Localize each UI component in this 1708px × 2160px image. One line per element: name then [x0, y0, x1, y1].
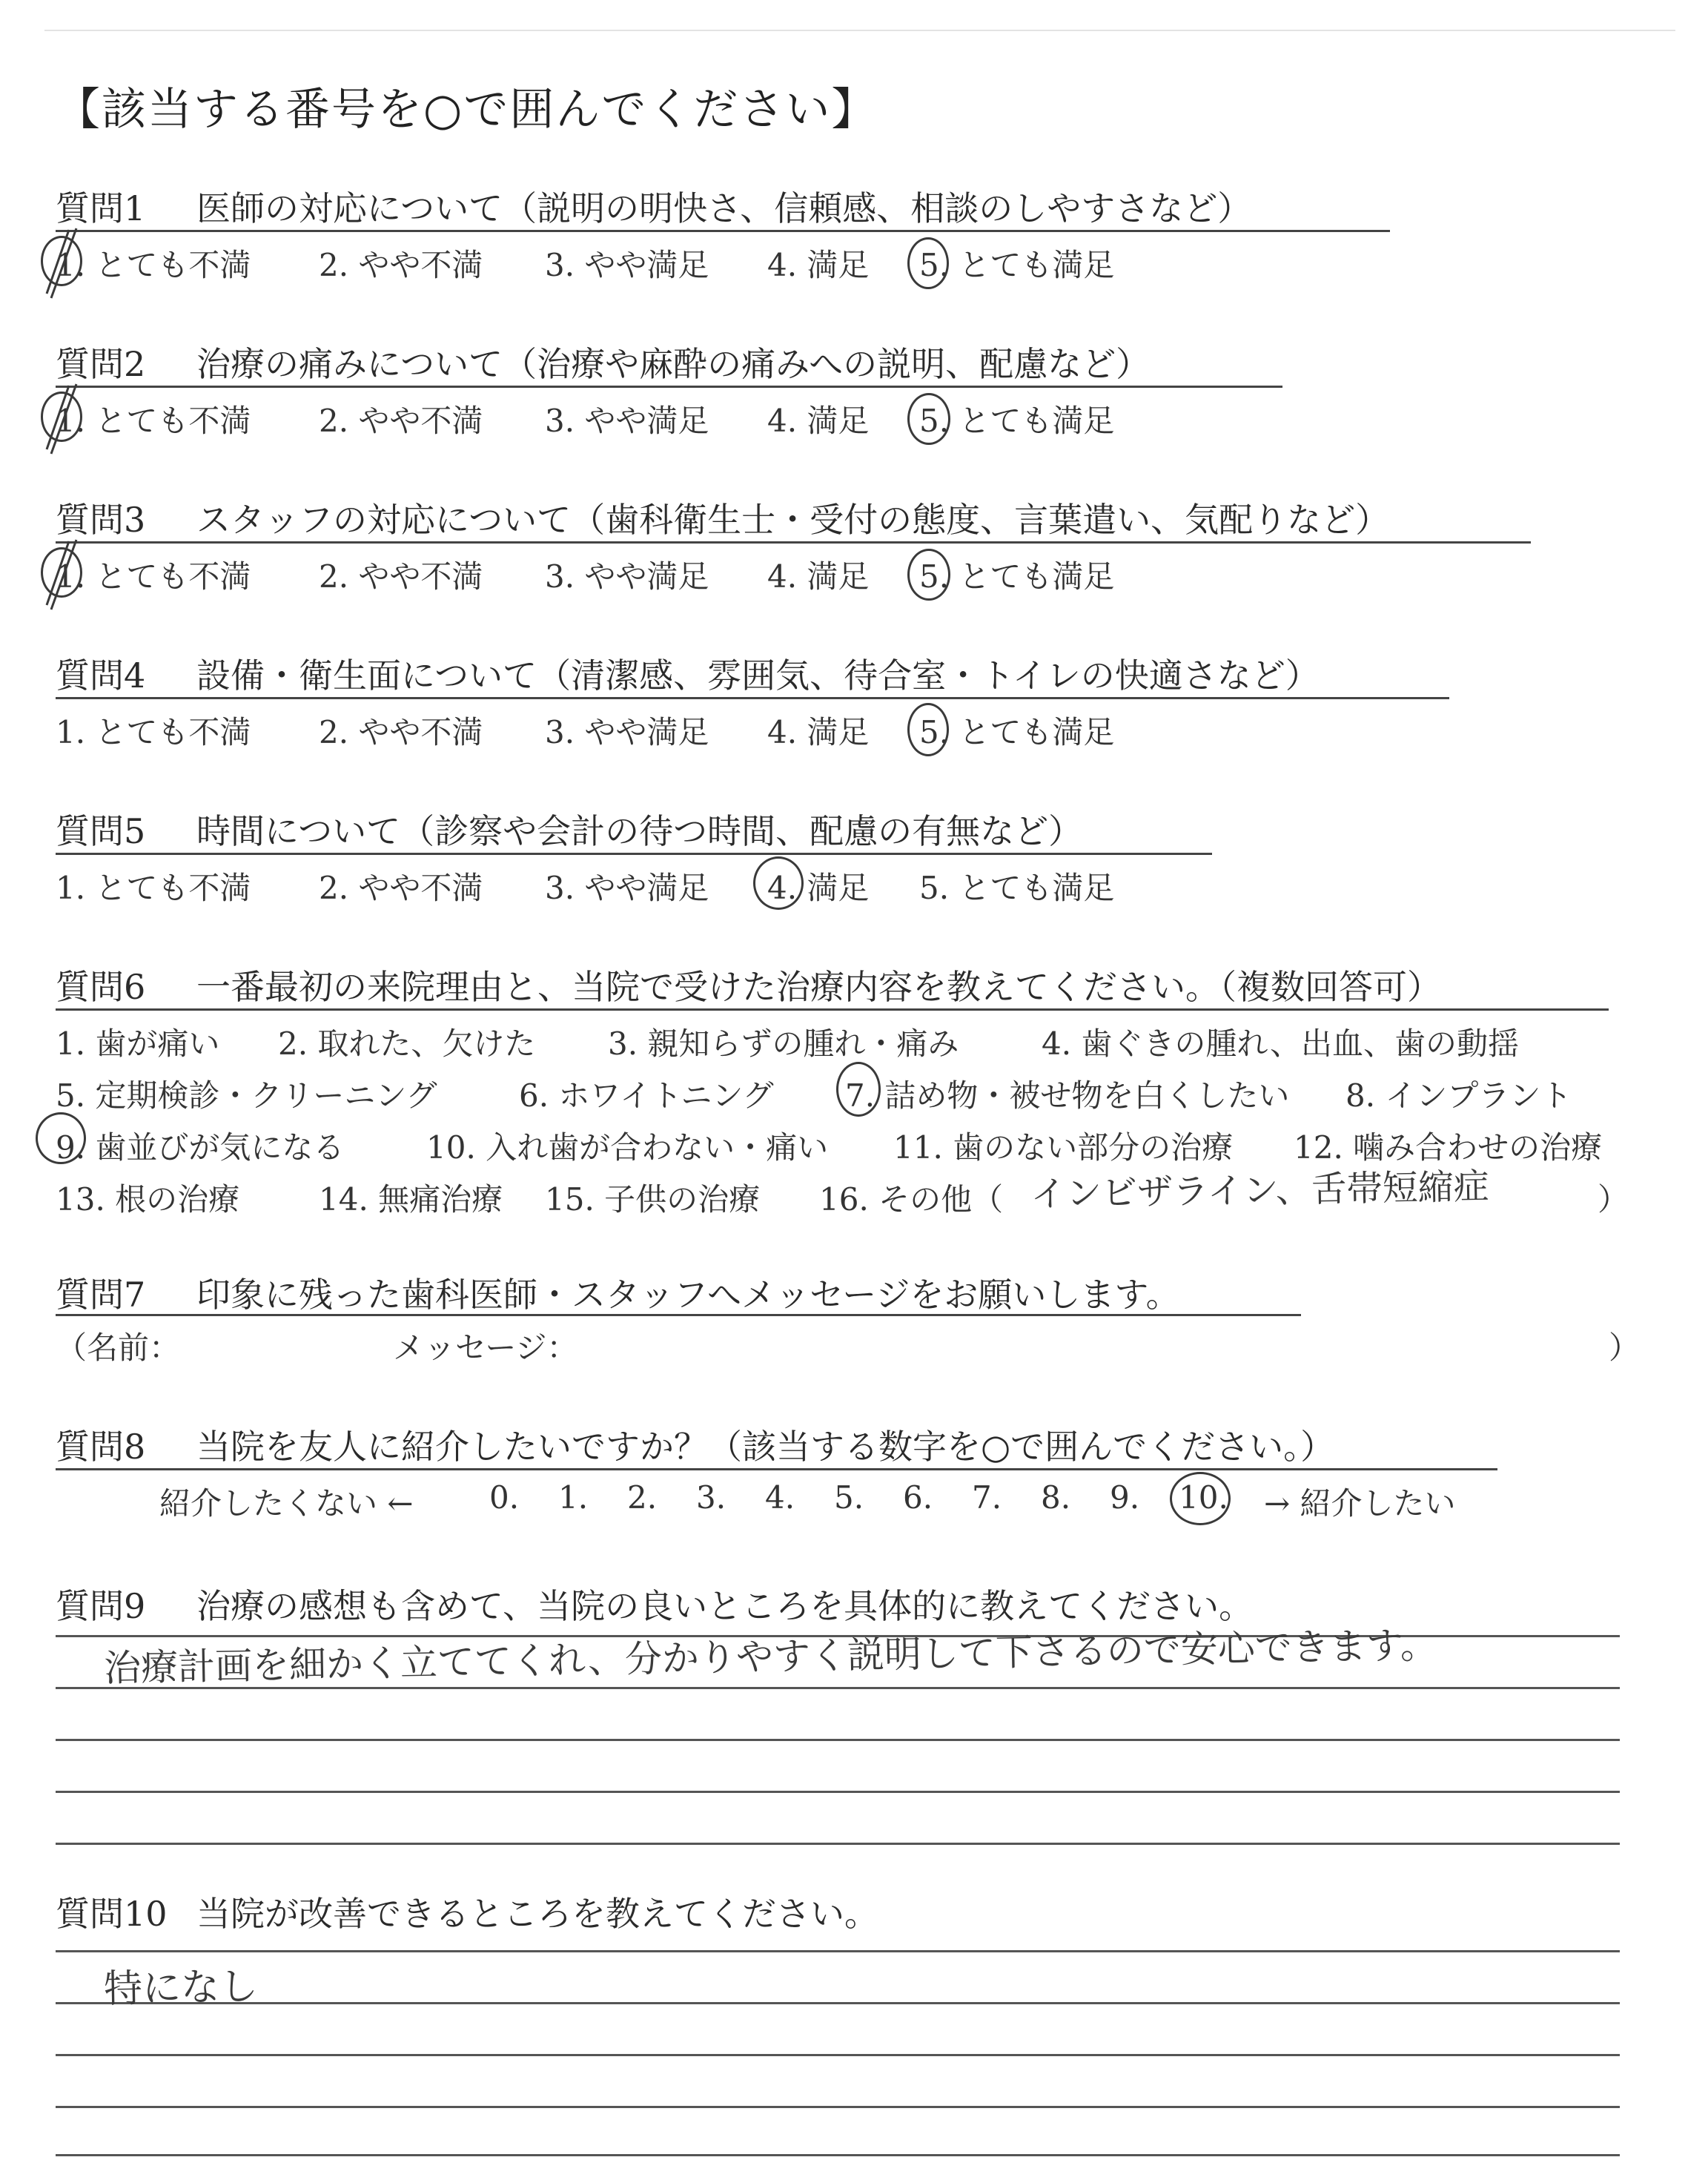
q8-option-3[interactable]: 3.	[696, 1479, 726, 1516]
q10-answer-line-4	[56, 2106, 1620, 2108]
question-5-text: 時間について（診察や会計の待つ時間、配慮の有無など）	[196, 811, 1083, 851]
question-2-heading	[56, 337, 1150, 386]
q8-right-label: → 紹介したい	[1264, 1485, 1456, 1522]
q5-mark-circle-4	[753, 856, 804, 910]
scan-top-edge	[44, 30, 1675, 31]
question-6-underline	[56, 1008, 1609, 1011]
q2-option-5[interactable]: 5. とても満足	[919, 403, 1115, 439]
question-3-underline	[56, 541, 1531, 544]
q9-answer-line-5	[56, 1843, 1620, 1845]
question-9-number: 質問9	[56, 1586, 146, 1626]
question-9-text: 治療の感想も含めて、当院の良いところを具体的に教えてください。	[196, 1586, 1254, 1626]
q5-option-5[interactable]: 5. とても満足	[919, 870, 1115, 906]
q8-option-2[interactable]: 2.	[627, 1479, 658, 1516]
q6-option-8[interactable]: 8. インプラント	[1345, 1077, 1572, 1114]
q6-other-close-paren: ）	[1598, 1181, 1629, 1218]
q7-name-label: （名前：	[56, 1330, 181, 1366]
page-title: 【該当する番号を○で囲んでください】	[56, 84, 878, 136]
q8-option-4[interactable]: 4.	[765, 1479, 795, 1516]
q4-option-2[interactable]: 2. やや不満	[319, 714, 483, 750]
q3-option-5[interactable]: 5. とても満足	[919, 558, 1115, 595]
q10-answer-line-1	[56, 1950, 1620, 1952]
question-6-number: 質問6	[56, 967, 146, 1007]
question-6-text: 一番最初の来院理由と、当院で受けた治療内容を教えてください。（複数回答可）	[196, 967, 1441, 1007]
question-7-text: 印象に残った歯科医師・スタッフへメッセージをお願いします。	[196, 1275, 1180, 1315]
question-1-text: 医師の対応について（説明の明快さ、信頼感、相談のしやすさなど）	[196, 188, 1252, 228]
question-10-heading	[56, 1887, 878, 1936]
q5-option-4[interactable]: 4. 満足	[767, 870, 870, 906]
question-2-text: 治療の痛みについて（治療や麻酔の痛みへの説明、配慮など）	[196, 344, 1151, 384]
q8-option-1[interactable]: 1.	[558, 1479, 589, 1516]
q3-mark-circle-5	[907, 549, 950, 601]
q6-option-16[interactable]: 16. その他（	[819, 1181, 1004, 1218]
question-4-text: 設備・衛生面について（清潔感、雰囲気、待合室・トイレの快適さなど）	[196, 655, 1320, 696]
q2-option-2[interactable]: 2. やや不満	[319, 403, 483, 439]
q8-option-7[interactable]: 7.	[972, 1479, 1002, 1516]
q6-other-handwritten-answer: インビザライン、舌帯短縮症	[1030, 1166, 1490, 1215]
q9-answer-line-4	[56, 1791, 1620, 1793]
q10-answer-line-2	[56, 2002, 1620, 2004]
question-5-heading	[56, 805, 1082, 853]
q7-close-paren: ）	[1609, 1330, 1641, 1366]
question-3-number: 質問3	[56, 500, 146, 540]
q1-option-2[interactable]: 2. やや不満	[319, 247, 483, 283]
question-4-number: 質問4	[56, 655, 146, 696]
q3-strike-mark	[41, 534, 85, 615]
q5-option-3[interactable]: 3. やや満足	[545, 870, 709, 906]
q8-mark-circle-10	[1170, 1472, 1231, 1525]
q6-option-13[interactable]: 13. 根の治療	[56, 1181, 240, 1218]
q4-option-3[interactable]: 3. やや満足	[545, 714, 709, 750]
question-3-text: スタッフの対応について（歯科衛生士・受付の態度、言葉遣い、気配りなど）	[196, 500, 1390, 540]
q8-option-9[interactable]: 9.	[1110, 1479, 1140, 1516]
q8-option-10[interactable]: 10.	[1179, 1479, 1228, 1516]
q6-option-3[interactable]: 3. 親知らずの腫れ・痛み	[608, 1025, 959, 1062]
question-10-number: 質問10	[56, 1894, 168, 1934]
q1-option-1[interactable]: 1. とても不満	[56, 247, 251, 283]
q7-message-label: メッセージ：	[393, 1330, 578, 1366]
q6-option-5[interactable]: 5. 定期検診・クリーニング	[56, 1077, 437, 1114]
question-4-heading	[56, 649, 1320, 698]
question-2-number: 質問2	[56, 344, 146, 384]
question-1-heading	[56, 182, 1251, 231]
q4-option-4[interactable]: 4. 満足	[767, 714, 870, 750]
question-8-text: 当院を友人に紹介したいですか？（該当する数字を○で囲んでください。）	[196, 1427, 1335, 1467]
q2-option-3[interactable]: 3. やや満足	[545, 403, 709, 439]
question-3-heading	[56, 493, 1389, 542]
q3-option-4[interactable]: 4. 満足	[767, 558, 870, 595]
q6-option-2[interactable]: 2. 取れた、欠けた	[278, 1025, 536, 1062]
q1-strike-mark	[41, 222, 85, 304]
q4-option-1[interactable]: 1. とても不満	[56, 714, 251, 750]
q6-option-1[interactable]: 1. 歯が痛い	[56, 1025, 220, 1062]
q4-option-5[interactable]: 5. とても満足	[919, 714, 1115, 750]
q6-option-6[interactable]: 6. ホワイトニング	[519, 1077, 774, 1114]
q6-mark-circle-7	[836, 1062, 881, 1117]
question-7-heading	[56, 1268, 1180, 1317]
q2-option-4[interactable]: 4. 満足	[767, 403, 870, 439]
question-7-number: 質問7	[56, 1275, 146, 1315]
question-10-text: 当院が改善できるところを教えてください。	[196, 1894, 878, 1934]
q8-option-6[interactable]: 6.	[903, 1479, 933, 1516]
q6-mark-circle-9	[36, 1112, 86, 1164]
q8-option-8[interactable]: 8.	[1041, 1479, 1071, 1516]
q9-answer-line-3	[56, 1739, 1620, 1741]
q6-option-11[interactable]: 11. 歯のない部分の治療	[893, 1129, 1234, 1166]
q3-option-2[interactable]: 2. やや不満	[319, 558, 483, 595]
q5-option-2[interactable]: 2. やや不満	[319, 870, 483, 906]
q1-mark-circle-5	[907, 237, 949, 289]
q1-option-3[interactable]: 3. やや満足	[545, 247, 709, 283]
q10-handwritten-answer: 特になし	[103, 1964, 259, 2012]
q8-option-5[interactable]: 5.	[834, 1479, 864, 1516]
q10-answer-line-5	[56, 2154, 1620, 2156]
q6-option-9[interactable]: 9. 歯並びが気になる	[56, 1129, 345, 1166]
q8-option-0[interactable]: 0.	[489, 1479, 520, 1516]
q8-left-label: 紹介したくない ←	[159, 1485, 414, 1522]
q6-option-15[interactable]: 15. 子供の治療	[545, 1181, 761, 1218]
q9-handwritten-answer: 治療計画を細かく立ててくれ、分かりやすく説明して下さるので安心できます。	[103, 1623, 1438, 1690]
question-8-number: 質問8	[56, 1427, 146, 1467]
question-8-underline	[56, 1468, 1497, 1470]
question-9-heading	[56, 1579, 1253, 1628]
q2-option-1[interactable]: 1. とても不満	[56, 403, 251, 439]
question-7-underline	[56, 1314, 1301, 1316]
question-1-number: 質問1	[56, 188, 146, 228]
q5-option-1[interactable]: 1. とても不満	[56, 870, 251, 906]
q6-option-14[interactable]: 14. 無痛治療	[319, 1181, 503, 1218]
q1-option-4[interactable]: 4. 満足	[767, 247, 870, 283]
question-8-heading	[56, 1420, 1334, 1469]
question-6-heading	[56, 960, 1441, 1009]
question-4-underline	[56, 697, 1449, 699]
q10-answer-line-3	[56, 2054, 1620, 2056]
q3-option-1[interactable]: 1. とても不満	[56, 558, 251, 595]
question-5-number: 質問5	[56, 811, 146, 851]
q6-option-4[interactable]: 4. 歯ぐきの腫れ、出血、歯の動揺	[1042, 1025, 1519, 1062]
q6-option-10[interactable]: 10. 入れ歯が合わない・痛い	[426, 1129, 829, 1166]
question-5-underline	[56, 853, 1212, 855]
question-2-underline	[56, 386, 1282, 388]
q3-option-3[interactable]: 3. やや満足	[545, 558, 709, 595]
q4-mark-circle-5	[907, 703, 949, 756]
question-1-underline	[56, 230, 1390, 232]
q6-option-7[interactable]: 7. 詰め物・被せ物を白くしたい	[845, 1077, 1290, 1114]
q1-option-5[interactable]: 5. とても満足	[919, 247, 1115, 283]
q2-strike-mark	[41, 378, 85, 460]
q2-mark-circle-5	[907, 393, 950, 445]
q6-option-12[interactable]: 12. 噛み合わせの治療	[1294, 1129, 1603, 1166]
